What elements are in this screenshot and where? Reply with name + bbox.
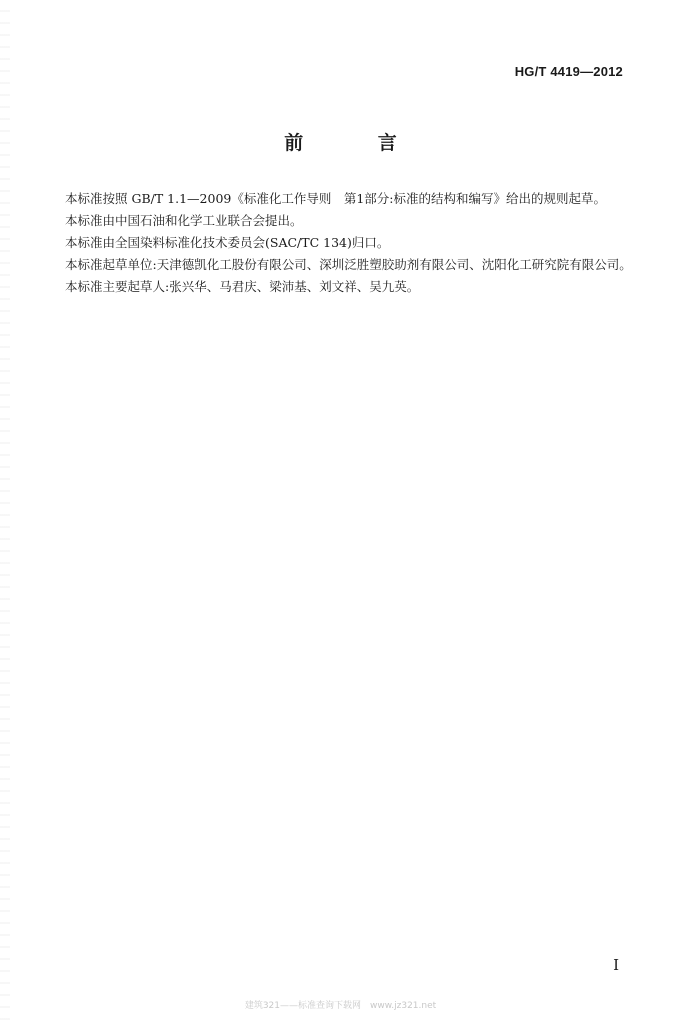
paragraph-drafters: 本标准主要起草人:张兴华、马君庆、梁沛基、刘文祥、吴九英。 bbox=[65, 279, 420, 294]
paragraph-proposer: 本标准由中国石油和化学工业联合会提出。 bbox=[65, 213, 303, 228]
page-number: I bbox=[613, 956, 619, 974]
footer-watermark: 建筑321——标准查询下载网 www.jz321.net bbox=[244, 1001, 437, 1011]
paragraph-drafting-rules: 本标准按照 GB/T 1.1—2009《标准化工作导则 第1部分:标准的结构和编写》给出的规则起草。 bbox=[65, 191, 607, 206]
paragraph-committee: 本标准由全国染料标准化技术委员会(SAC/TC 134)归口。 bbox=[65, 235, 390, 250]
preface-body bbox=[40, 188, 640, 298]
page-title: 前 言 bbox=[284, 132, 431, 154]
standard-code: HG/T 4419—2012 bbox=[514, 64, 623, 79]
paragraph-drafting-units: 本标准起草单位:天津德凯化工股份有限公司、深圳泛胜塑胶助剂有限公司、沈阳化工研究院有限公司。 bbox=[65, 257, 632, 272]
